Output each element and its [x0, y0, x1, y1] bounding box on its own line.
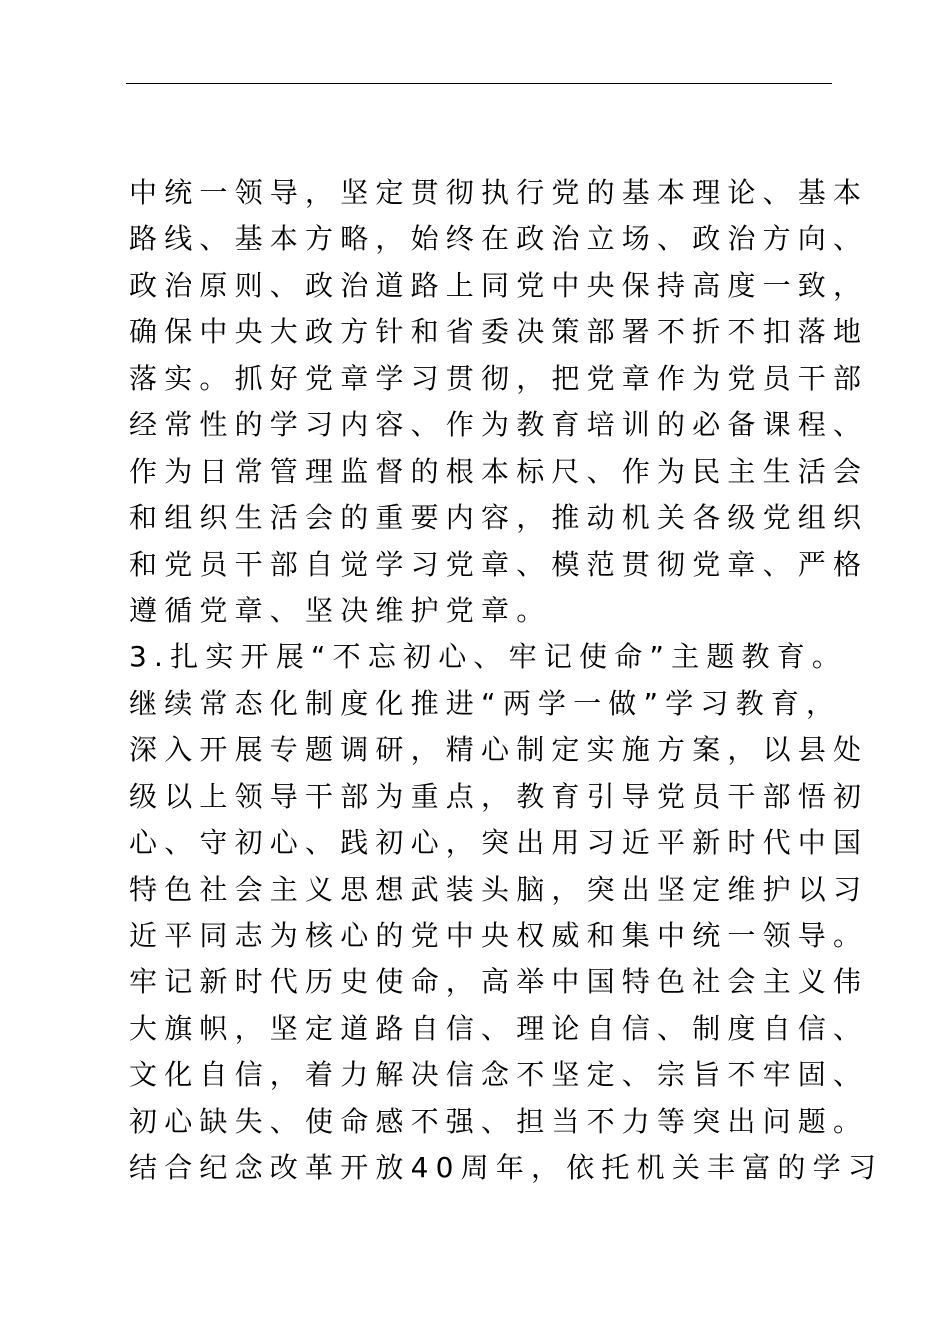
text-line: 和党员干部自觉学习党章、模范贯彻党章、严格 — [129, 547, 869, 581]
text-line: 级以上领导干部为重点，教育引导党员干部悟初 — [129, 779, 869, 813]
text-line: 政治原则、政治道路上同党中央保持高度一致， — [129, 268, 869, 302]
text-line: 结合纪念改革开放40周年，依托机关丰富的学习 — [129, 1151, 884, 1185]
text-line: 中统一领导，坚定贯彻执行党的基本理论、基本 — [129, 176, 869, 209]
text-line: 作为日常管理监督的根本标尺、作为民主生活会 — [129, 454, 869, 488]
text-line: 经常性的学习内容、作为教育培训的必备课程、 — [129, 408, 869, 442]
text-line: 确保中央大政方针和省委决策部署不折不扣落地 — [129, 315, 869, 349]
text-line: 和组织生活会的重要内容，推动机关各级党组织 — [129, 501, 869, 535]
text-line: 初心缺失、使命感不强、担当不力等突出问题。 — [129, 1104, 869, 1138]
text-line: 落实。抓好党章学习贯彻，把党章作为党员干部 — [129, 361, 869, 395]
header-rule — [126, 83, 832, 84]
text-line: 牢记新时代历史使命，高举中国特色社会主义伟 — [129, 965, 869, 999]
text-line: 大旗帜，坚定道路自信、理论自信、制度自信、 — [129, 1011, 869, 1045]
text-line: 遵循党章、坚决维护党章。 — [129, 593, 552, 627]
text-line: 心、守初心、践初心，突出用习近平新时代中国 — [129, 826, 869, 860]
text-line: 继续常态化制度化推进“两学一做”学习教育， — [129, 686, 842, 720]
text-line: 深入开展专题调研，精心制定实施方案，以县处 — [129, 733, 869, 767]
body-text — [129, 170, 884, 1192]
text-line: 近平同志为核心的党中央权威和集中统一领导。 — [129, 919, 869, 952]
section-heading-line: 3.扎实开展“不忘初心、牢记使命”主题教育。 — [129, 640, 848, 674]
text-line: 文化自信，着力解决信念不坚定、宗旨不牢固、 — [129, 1058, 869, 1092]
text-line: 特色社会主义思想武装头脑，突出坚定维护以习 — [129, 872, 869, 906]
text-line: 路线、基本方略，始终在政治立场、政治方向、 — [129, 222, 869, 256]
